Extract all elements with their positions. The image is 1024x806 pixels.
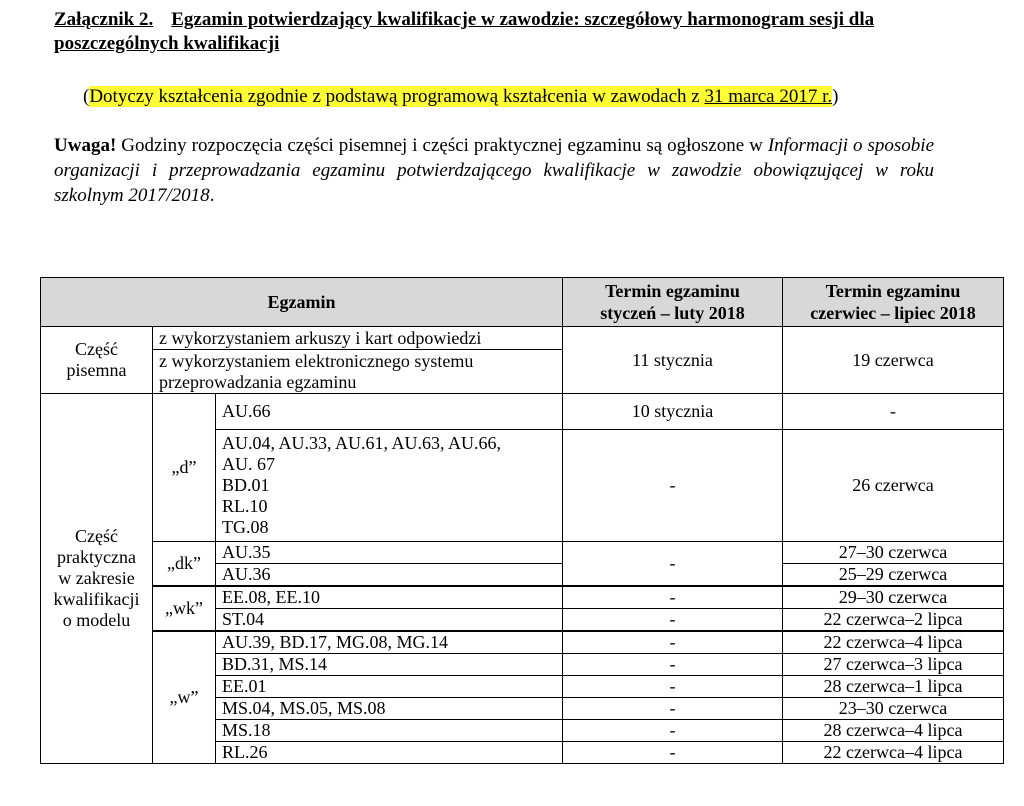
header-term-winter: Termin egzaminu styczeń – luty 2018 — [563, 278, 783, 327]
qualification-codes: RL.26 — [216, 742, 563, 764]
term-summer: 25–29 czerwca — [783, 564, 1004, 587]
annex-heading — [54, 8, 939, 56]
table-header-row — [41, 278, 1004, 327]
term-summer: 27–30 czerwca — [783, 542, 1004, 564]
term-winter: - — [563, 586, 783, 609]
table-row — [41, 586, 1004, 609]
term-winter: - — [563, 542, 783, 587]
exam-schedule-table — [40, 277, 1004, 764]
qualification-codes: AU.36 — [216, 564, 563, 587]
warning-label: Uwaga! — [54, 135, 117, 156]
term-winter: - — [563, 430, 783, 542]
table-row — [41, 542, 1004, 564]
model-dk-label: „dk” — [153, 542, 216, 587]
term-summer: 23–30 czerwca — [783, 698, 1004, 720]
qualification-codes: AU.66 — [216, 394, 563, 430]
table-row — [41, 394, 1004, 430]
term-summer: 22 czerwca–4 lipca — [783, 742, 1004, 764]
highlighted-note: Dotyczy kształcenia zgodnie z podstawą programową kształcenia w zawodach z 31 marca 2017 r. — [89, 86, 833, 107]
qualification-codes: MS.18 — [216, 720, 563, 742]
written-term-summer: 19 czerwca — [783, 327, 1004, 394]
written-mode-electronic: z wykorzystaniem elektronicznego systemu przeprowadzania egzaminu — [153, 350, 563, 394]
term-summer: - — [783, 394, 1004, 430]
annex-title: Egzamin potwierdzający kwalifikacje w zawodzie: szczegółowy harmonogram sesji dla poszczególnych kwalifikacji — [54, 9, 875, 54]
term-summer: 22 czerwca–2 lipca — [783, 609, 1004, 632]
term-winter: - — [563, 720, 783, 742]
term-winter: - — [563, 698, 783, 720]
qualification-codes: AU.39, BD.17, MG.08, MG.14 — [216, 631, 563, 654]
table-row — [41, 631, 1004, 654]
qualification-codes: ST.04 — [216, 609, 563, 632]
term-summer: 22 czerwca–4 lipca — [783, 631, 1004, 654]
term-winter: 10 stycznia — [563, 394, 783, 430]
practical-part-label: Część praktyczna w zakresie kwalifikacji o modelu — [41, 394, 153, 764]
warning-doc-title: Informacji o sposobie organizacji i przeprowadzania egzaminu potwierdzającego kwalifikacje w zawodzie obowiązującej w roku szkolnym 2017/2018 — [54, 135, 934, 206]
term-summer: 29–30 czerwca — [783, 586, 1004, 609]
table-row — [41, 327, 1004, 350]
annex-number: Załącznik 2. — [54, 9, 154, 30]
qualification-codes: EE.01 — [216, 676, 563, 698]
term-summer: 27 czerwca–3 lipca — [783, 654, 1004, 676]
qualification-codes: MS.04, MS.05, MS.08 — [216, 698, 563, 720]
curriculum-date: 31 marca 2017 r. — [704, 86, 833, 107]
qualification-codes: EE.08, EE.10 — [216, 586, 563, 609]
header-exam: Egzamin — [41, 278, 563, 327]
written-mode-paper: z wykorzystaniem arkuszy i kart odpowiedzi — [153, 327, 563, 350]
written-term-winter: 11 stycznia — [563, 327, 783, 394]
qualification-codes: AU.04, AU.33, AU.61, AU.63, AU.66, AU. 67 BD.01 RL.10 TG.08 — [216, 430, 563, 542]
model-wk-label: „wk” — [153, 586, 216, 631]
curriculum-note: (Dotyczy kształcenia zgodnie z podstawą programową kształcenia w zawodach z 31 marca 2017 r.) — [83, 86, 839, 107]
warning-paragraph: Uwaga! Godziny rozpoczęcia części pisemnej i części praktycznej egzaminu są ogłoszone w Informacji o sposobie organizacji i przeprowadzania egzaminu potwierdzającego kwalifikacje w zawodzie obowiązującej w roku szkolnym 2017/2018. — [54, 135, 934, 206]
term-winter: - — [563, 676, 783, 698]
term-winter: - — [563, 654, 783, 676]
term-winter: - — [563, 609, 783, 632]
model-d-label: „d” — [153, 394, 216, 542]
header-term-summer: Termin egzaminu czerwiec – lipiec 2018 — [783, 278, 1004, 327]
term-winter: - — [563, 631, 783, 654]
qualification-codes: AU.35 — [216, 542, 563, 564]
term-summer: 28 czerwca–1 lipca — [783, 676, 1004, 698]
written-part-label: Część pisemna — [41, 327, 153, 394]
qualification-codes: BD.31, MS.14 — [216, 654, 563, 676]
model-w-label: „w” — [153, 631, 216, 764]
term-summer: 28 czerwca–4 lipca — [783, 720, 1004, 742]
term-winter: - — [563, 742, 783, 764]
term-summer: 26 czerwca — [783, 430, 1004, 542]
